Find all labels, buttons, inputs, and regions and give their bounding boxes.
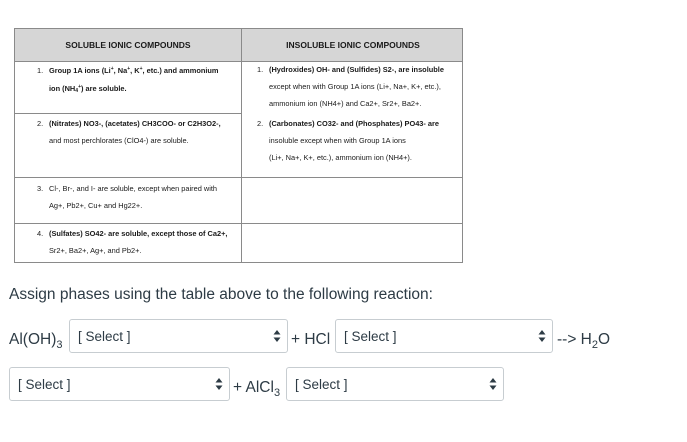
insoluble-rule-1: 1. (Hydroxides) OH- and (Sulfides) S2-, are insoluble except when with Group 1A ions (Li+, Na+, K+, etc.), ammonium ion (NH4+) and Ca2+, Sr2+, Ba2+.	[257, 65, 444, 108]
soluble-rule-1: 1. Group 1A ions (Li+, Na+, K+, etc.) and ammonium ion $(NH_4^+)$ are soluble.	[37, 66, 219, 94]
soluble-header: SOLUBLE IONIC COMPOUNDS	[65, 40, 191, 50]
row-divider	[15, 113, 242, 114]
updown-arrows-icon	[273, 329, 281, 343]
select-label: [ Select ]	[295, 377, 348, 392]
solubility-table-image	[14, 28, 463, 263]
row-divider	[15, 262, 462, 263]
select-label: [ Select ]	[18, 377, 71, 392]
insoluble-rule-2: 2. (Carbonates) CO32- and (Phosphates) PO43- are insoluble except when with Group 1A ions (Li+, Na+, K+, etc.), ammonium ion (NH4+).	[257, 119, 440, 162]
column-divider	[241, 29, 242, 262]
reactant-hcl: + HCl	[291, 331, 331, 348]
phase-select-aloh3[interactable]	[69, 319, 288, 353]
soluble-rule-4: 4. (Sulfates) SO42- are soluble, except those of Ca2+, Sr2+, Ba2+, Ag+, and Pb2+.	[37, 229, 228, 255]
updown-arrows-icon	[538, 329, 546, 343]
table-header	[15, 29, 462, 62]
product-water: --> $H_2O$	[557, 331, 611, 351]
soluble-rule-3: 3. Cl-, Br-, and I- are soluble, except when paired with Ag+, Pb2+, Cu+ and Hg22+.	[37, 184, 218, 210]
row-divider	[15, 223, 462, 224]
phase-select-alcl3[interactable]	[286, 367, 504, 401]
updown-arrows-icon	[489, 377, 497, 391]
updown-arrows-icon	[215, 377, 223, 391]
product-aluminum-chloride: + AlCl$_3$	[233, 379, 281, 399]
reactant-aluminum-hydroxide: $Al(OH)_3$	[9, 331, 63, 351]
phase-select-hcl[interactable]	[335, 319, 553, 353]
select-label: [ Select ]	[344, 329, 397, 344]
insoluble-header: INSOLUBLE IONIC COMPOUNDS	[286, 40, 420, 50]
row-divider	[15, 177, 462, 178]
select-label: [ Select ]	[78, 329, 131, 344]
soluble-rule-2: 2. (Nitrates) NO3-, (acetates) CH3COO- or C2H3O2-, and most perchlorates (ClO4-) are soluble.	[37, 119, 221, 145]
question-text: Assign phases using the table above to the following reaction:	[9, 286, 433, 303]
phase-select-h2o[interactable]	[9, 367, 230, 401]
